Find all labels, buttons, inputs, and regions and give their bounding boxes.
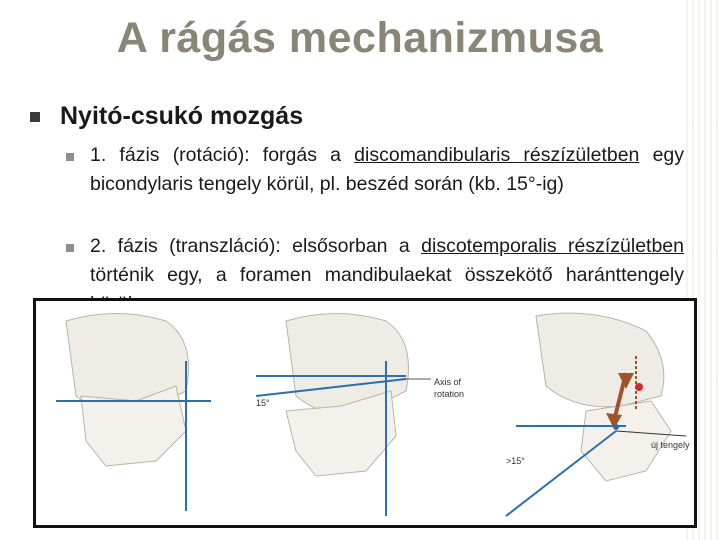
item-text: egy bicondylaris tengely körül, pl. beszéd során (kb. 15°-ig) — [90, 144, 685, 195]
item-text: történik egy, a foramen mandibulaekat összekötő haránttengely — [90, 264, 684, 286]
item-term: discotemporalis részízületben — [421, 235, 684, 257]
section-heading: Nyitó-csukó mozgás — [60, 102, 304, 130]
sub-bullet-marker — [66, 153, 74, 161]
jaw-rest-illustration — [36, 301, 226, 525]
jaw-rotation-illustration — [226, 301, 486, 525]
item-term: discomandibularis részízületben — [354, 144, 640, 166]
condyle-dot — [635, 383, 643, 391]
slide-title: A rágás mechanizmusa — [116, 14, 604, 62]
axis-label: Axis of — [434, 377, 462, 387]
item-text: 2. fázis (transzláció): elsősorban a — [90, 235, 422, 257]
axis-label: rotation — [434, 389, 465, 399]
angle-label: 15° — [256, 398, 270, 408]
jaw-translation-illustration — [486, 301, 694, 525]
bullet-marker — [30, 112, 40, 122]
item-text: 1. fázis (rotáció): forgás a — [90, 144, 355, 166]
jaw-movement-figure — [33, 298, 697, 528]
list-item — [90, 141, 684, 199]
sub-bullet-marker — [66, 244, 74, 252]
new-axis-label: új tengely — [651, 440, 690, 450]
angle-label: >15° — [506, 456, 525, 466]
